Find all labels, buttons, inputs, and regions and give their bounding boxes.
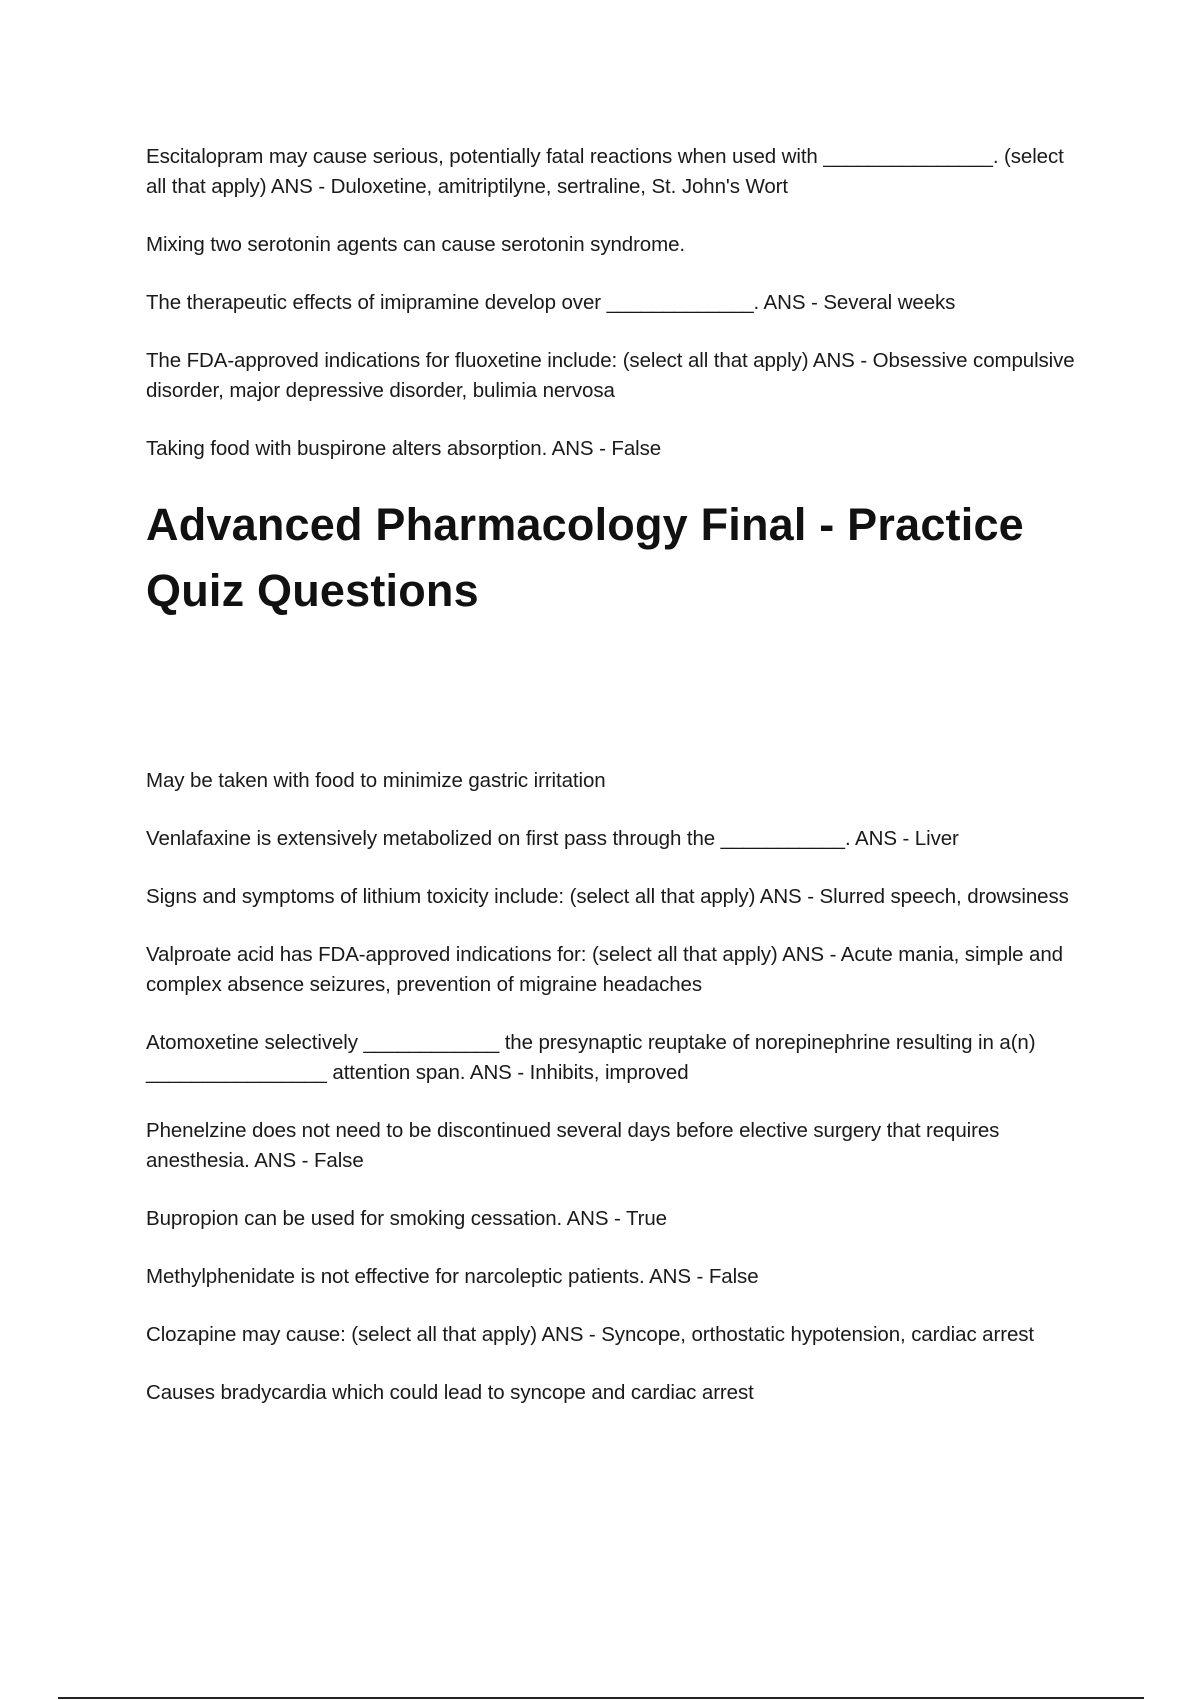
question-fluoxetine: The FDA-approved indications for fluoxetine include: (select all that apply) ANS - Obsessive compulsive disorder, major depressive disorder, bulimia nervosa — [146, 349, 1075, 402]
question-methylphenidate: Methylphenidate is not effective for narcoleptic patients. ANS - False — [146, 1265, 759, 1288]
document-page — [146, 142, 1086, 1436]
question-block-bottom — [146, 766, 1086, 1408]
footer-divider — [58, 1697, 1144, 1699]
question-atomoxetine: Atomoxetine selectively ____________ the presynaptic reuptake of norepinephrine resulting in a(n) ________________ attention span. ANS - Inhibits, improved — [146, 1031, 1036, 1084]
question-escitalopram: Escitalopram may cause serious, potentially fatal reactions when used with _______________. (select all that apply) ANS - Duloxetine, amitriptilyne, sertraline, St. John's Wort — [146, 145, 1064, 198]
question-clozapine: Clozapine may cause: (select all that apply) ANS - Syncope, orthostatic hypotension, cardiac arrest — [146, 1323, 1034, 1346]
question-phenelzine: Phenelzine does not need to be discontinued several days before elective surgery that requires anesthesia. ANS - False — [146, 1119, 1000, 1172]
question-buspirone: Taking food with buspirone alters absorption. ANS - False — [146, 437, 662, 460]
question-valproate: Valproate acid has FDA-approved indications for: (select all that apply) ANS - Acute mania, simple and complex absence seizures, prevention of migraine headaches — [146, 943, 1063, 996]
note-serotonin: Mixing two serotonin agents can cause serotonin syndrome. — [146, 233, 685, 256]
question-venlafaxine: Venlafaxine is extensively metabolized on first pass through the ___________. ANS - Liver — [146, 827, 959, 850]
question-block-top — [146, 142, 1086, 464]
note-bradycardia: Causes bradycardia which could lead to syncope and cardiac arrest — [146, 1381, 754, 1404]
note-gastric: May be taken with food to minimize gastric irritation — [146, 769, 606, 792]
question-imipramine: The therapeutic effects of imipramine develop over _____________. ANS - Several weeks — [146, 291, 956, 314]
question-bupropion: Bupropion can be used for smoking cessation. ANS - True — [146, 1207, 667, 1230]
question-lithium: Signs and symptoms of lithium toxicity include: (select all that apply) ANS - Slurred speech, drowsiness — [146, 885, 1069, 908]
document-title: Advanced Pharmacology Final - Practice Quiz Questions — [146, 499, 1024, 616]
